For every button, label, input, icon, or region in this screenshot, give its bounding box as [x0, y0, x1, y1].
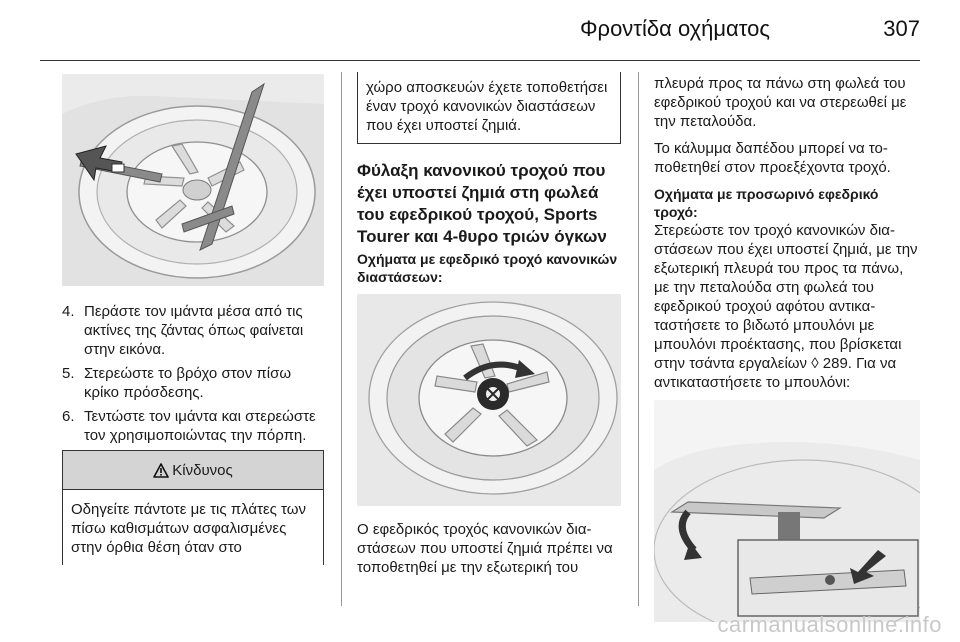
- step-text: Τεντώστε τον ιμάντα και στερεώστε τον χρησιμοποιώντας την πόρπη.: [84, 408, 316, 444]
- watermark: carmanualsonline.info: [717, 612, 942, 637]
- wheel-strap-illustration: [62, 74, 324, 286]
- column-1: [62, 74, 324, 565]
- danger-box-continuation: χώρο αποσκευών έχετε τοποθετήσει έναν τροχό κανονικών διαστάσεων που έχει υποστεί ζημιά.: [357, 72, 621, 144]
- column-divider: [341, 72, 342, 606]
- steps-list: [62, 302, 324, 445]
- danger-box-header: [63, 451, 323, 490]
- figure-spare-well: [357, 294, 621, 506]
- step-number: 6.: [62, 408, 75, 425]
- column-3: [654, 74, 922, 622]
- figure-extension-bolt: [654, 400, 920, 622]
- header-rule: [40, 60, 920, 61]
- list-item: [62, 407, 324, 445]
- danger-box: [62, 450, 324, 565]
- paragraph: πλευρά προς τα πάνω στη φωλεά του εφεδρικού τροχού και να στερεωθεί με την πεταλούδα.: [654, 75, 907, 130]
- paragraph-text: Στερεώστε τον τροχό κανονικών διαστάσεων που έχει υποστεί ζημιά, με την εξωτερική πλευρά του προς τα πάνω, με την πεταλούδα στη φωλεά του εφεδρικού τροχού αφότου αντικαταστήσετε το βιδωτό μπουλόνι με μπουλόνι προέκτασης, που βρίσκεται στην τσάντα εργαλείων: [654, 222, 918, 372]
- danger-box-title: Κίνδυνος: [172, 461, 233, 479]
- page-number: 307: [883, 16, 920, 41]
- column-2: [357, 74, 621, 585]
- list-item: [62, 364, 324, 402]
- column-divider: [638, 72, 639, 606]
- extension-bolt-illustration: [654, 400, 920, 622]
- spare-wheel-well-illustration: [357, 294, 621, 506]
- paragraph: [654, 221, 922, 392]
- paragraph: Το κάλυμμα δαπέδου μπορεί να τοποθετηθεί στον προεξέχοντα τροχό.: [654, 140, 891, 176]
- page-header-title: Φροντίδα οχήματος: [580, 16, 770, 41]
- danger-box-body: Οδηγείτε πάντοτε με τις πλάτες των πίσω καθισμάτων ασφαλισμένες στην όρθια θέση όταν στο: [71, 501, 306, 556]
- sub-heading: Οχήματα με εφεδρικό τροχό κανονικών διαστάσεων:: [357, 251, 618, 285]
- page-reference-icon: ◊: [811, 355, 819, 372]
- bold-label: Οχήματα με προσωρινό εφεδρικό τροχό:: [654, 186, 879, 220]
- step-number: 5.: [62, 365, 75, 382]
- step-text: Στερεώστε το βρόχο στον πίσω κρίκο πρόσδεσης.: [84, 365, 292, 401]
- step-text: Περάστε τον ιμάντα μέσα από τις ακτίνες της ζάντας όπως φαίνεται στην εικόνα.: [84, 303, 304, 358]
- warning-triangle-icon: [153, 463, 169, 478]
- page-reference[interactable]: 289.: [822, 355, 852, 372]
- list-item: [62, 302, 324, 359]
- paragraph-text: Για να αντικαταστήσετε το μπουλόνι:: [654, 355, 897, 391]
- paragraph: Ο εφεδρικός τροχός κανονικών διαστάσεων που υποστεί ζημιά πρέπει να τοποθετηθεί με την εξωτερική του: [357, 521, 613, 576]
- section-heading: Φύλαξη κανονικού τροχού που έχει υποστεί ζημιά στη φωλεά του εφεδρικού τροχού, Sports Tourer και 4-θυρο τριών όγκων: [357, 161, 607, 246]
- figure-wheel-strap: [62, 74, 324, 286]
- step-number: 4.: [62, 303, 75, 320]
